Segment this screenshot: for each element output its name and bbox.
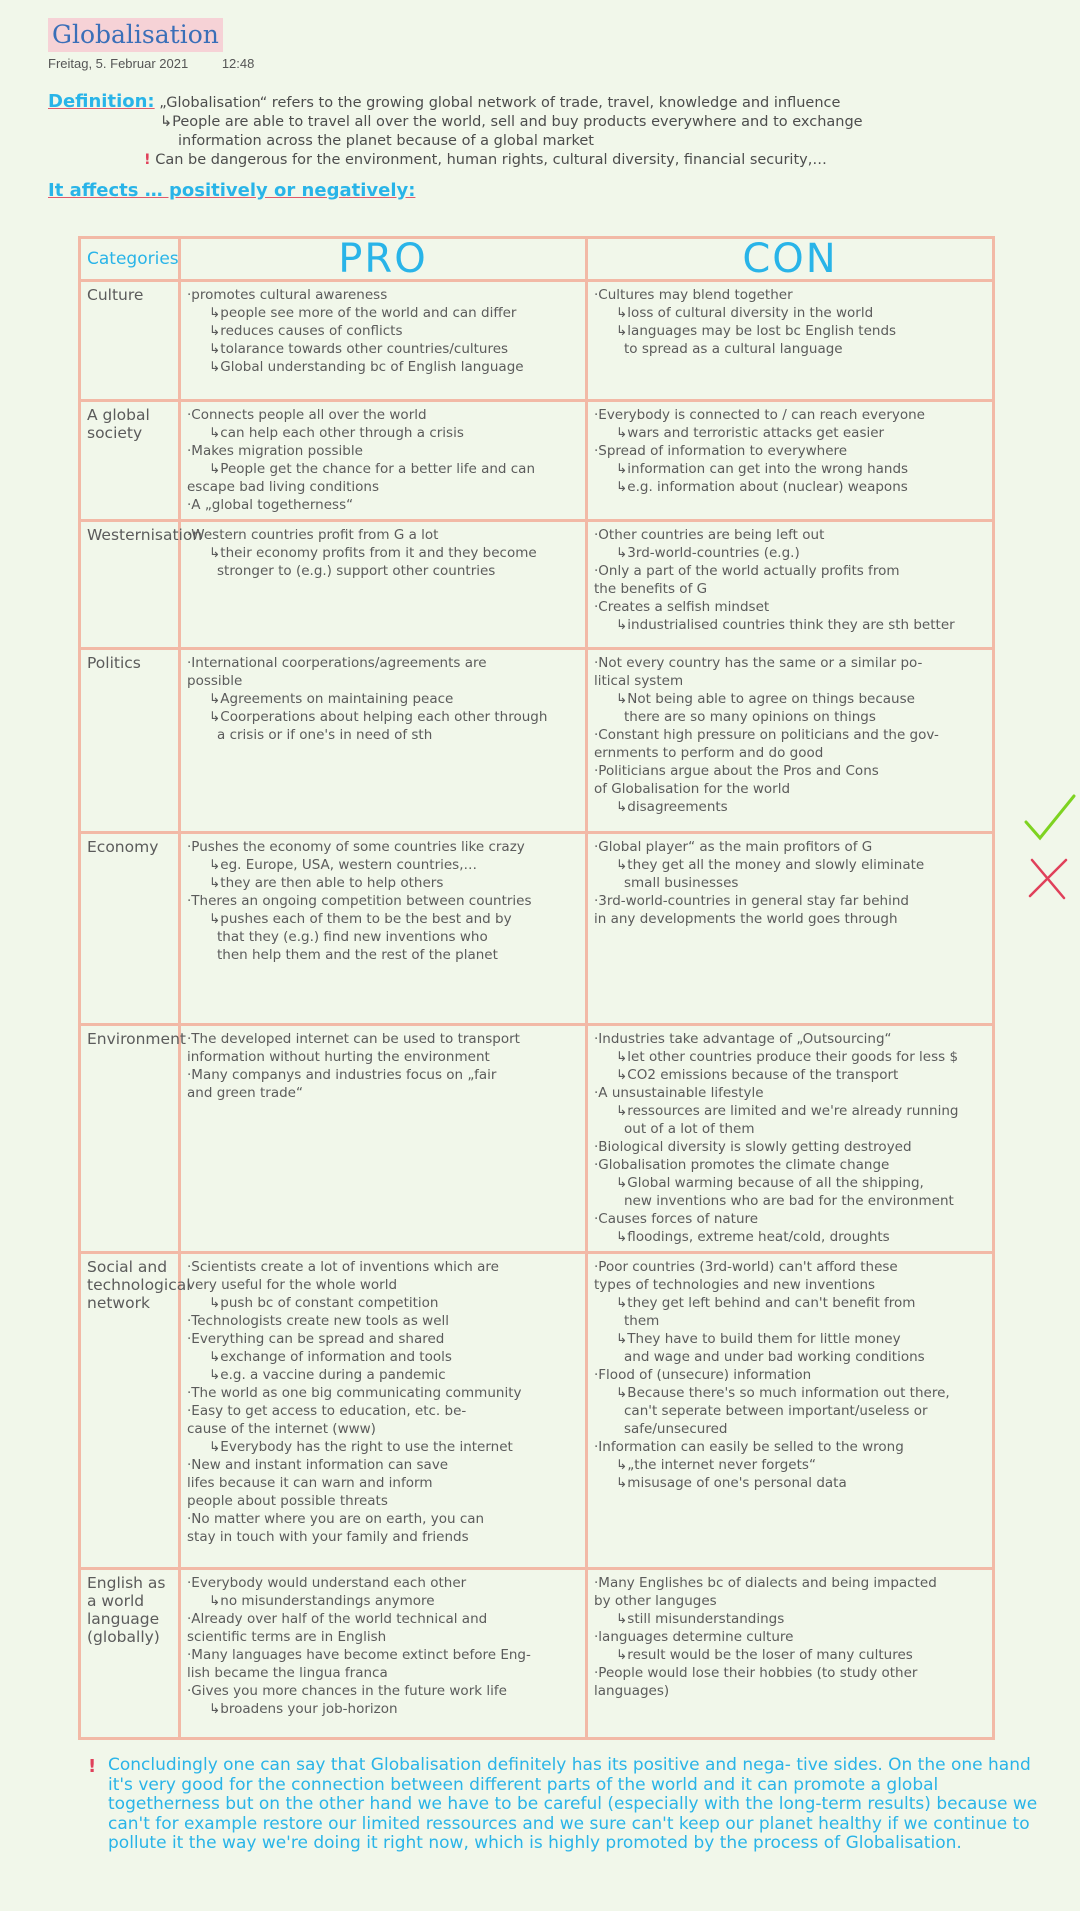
- con-item: ↳Global warming because of all the shipping,: [616, 1175, 924, 1191]
- pro-item: that they (e.g.) find new inventions who: [217, 929, 488, 945]
- con-item: ·Flood of (unsecure) information: [594, 1367, 812, 1383]
- pro-item: ·Connects people all over the world: [187, 407, 427, 423]
- con-item: ↳They have to build them for little money: [616, 1331, 901, 1347]
- pro-item: ↳Everybody has the right to use the internet: [209, 1439, 513, 1455]
- con-item: there are so many opinions on things: [624, 709, 876, 725]
- category-cell: English as a world language (globally): [80, 1569, 180, 1739]
- con-item: ·Only a part of the world actually profits from: [594, 563, 900, 579]
- con-item: ↳languages may be lost bc English tends: [616, 323, 897, 339]
- con-item: languages): [594, 1683, 670, 1699]
- con-item: ·Other countries are being left out: [594, 527, 825, 543]
- con-item: ·Many Englishes bc of dialects and being impacted: [594, 1575, 937, 1591]
- table-row: [80, 281, 994, 401]
- con-item: ↳wars and terroristic attacks get easier: [616, 425, 885, 441]
- date-label: Freitag, 5. Februar 2021: [48, 56, 189, 71]
- con-item: ·3rd-world-countries in general stay far behind: [594, 893, 909, 909]
- header-pro: PRO: [180, 238, 587, 281]
- pro-item: ↳e.g. a vaccine during a pandemic: [209, 1367, 446, 1383]
- pro-item: ↳eg. Europe, USA, western countries,…: [209, 857, 478, 873]
- table-row: [80, 1253, 994, 1569]
- pro-item: ·Easy to get access to education, etc. be-: [187, 1403, 467, 1419]
- pro-item: ↳reduces causes of conflicts: [209, 323, 403, 339]
- pro-item: ·Many languages have become extinct before Eng-: [187, 1647, 531, 1663]
- pro-item: ·Pushes the economy of some countries like crazy: [187, 839, 525, 855]
- con-item: ↳information can get into the wrong hands: [616, 461, 909, 477]
- con-item: ↳misusage of one's personal data: [616, 1475, 847, 1491]
- con-item: ↳e.g. information about (nuclear) weapons: [616, 479, 908, 495]
- con-cell: [587, 281, 994, 401]
- pro-item: ·The developed internet can be used to transport: [187, 1031, 520, 1047]
- con-item: ·Everybody is connected to / can reach everyone: [594, 407, 925, 423]
- con-item: ·Causes forces of nature: [594, 1211, 759, 1227]
- pro-item: stay in touch with your family and friends: [187, 1529, 469, 1545]
- con-item: ↳industrialised countries think they are sth better: [616, 617, 955, 633]
- category-cell: A global society: [80, 401, 180, 521]
- pro-item: ·Everybody would understand each other: [187, 1575, 467, 1591]
- warning-icon: !: [144, 152, 151, 168]
- pro-cell: [180, 521, 587, 649]
- con-item: ·Creates a selfish mindset: [594, 599, 770, 615]
- pro-item: possible: [187, 673, 243, 689]
- pro-item: ·Scientists create a lot of inventions which are: [187, 1259, 499, 1275]
- table-row: [80, 649, 994, 833]
- table-row: [80, 521, 994, 649]
- con-item: ↳loss of cultural diversity in the world: [616, 305, 874, 321]
- con-item: ·Information can easily be selled to the wrong: [594, 1439, 904, 1455]
- pro-item: ·promotes cultural awareness: [187, 287, 388, 303]
- table-body: [80, 281, 994, 1739]
- con-item: ·Not every country has the same or a similar po-: [594, 655, 923, 671]
- pro-item: ↳no misunderstandings anymore: [209, 1593, 435, 1609]
- pro-item: ·New and instant information can save: [187, 1457, 449, 1473]
- con-item: ↳Not being able to agree on things because: [616, 691, 915, 707]
- definition-block: [48, 92, 1048, 170]
- con-item: and wage and under bad working conditions: [624, 1349, 925, 1365]
- cross-icon: [1026, 856, 1070, 900]
- pro-cell: [180, 281, 587, 401]
- con-item: new inventions who are bad for the environment: [624, 1193, 954, 1209]
- con-item: ↳still misunderstandings: [616, 1611, 785, 1627]
- con-item: ↳„the internet never forgets“: [616, 1457, 816, 1473]
- pro-cell: [180, 401, 587, 521]
- pro-item: and green trade“: [187, 1085, 303, 1101]
- table-row: [80, 401, 994, 521]
- pro-cell: [180, 833, 587, 1025]
- time-label: 12:48: [221, 56, 255, 71]
- con-item: them: [624, 1313, 660, 1329]
- pro-item: ·Already over half of the world technical and: [187, 1611, 488, 1627]
- pro-item: ·Theres an ongoing competition between countries: [187, 893, 532, 909]
- pro-item: ↳their economy profits from it and they become: [209, 545, 537, 561]
- pro-item: lifes because it can warn and inform: [187, 1475, 433, 1491]
- con-item: ↳they get left behind and can't benefit from: [616, 1295, 916, 1311]
- pro-item: ↳pushes each of them to be the best and by: [209, 911, 512, 927]
- con-item: ·Industries take advantage of „Outsourcing“: [594, 1031, 892, 1047]
- category-cell: Westernisation: [80, 521, 180, 649]
- con-item: litical system: [594, 673, 684, 689]
- category-cell: Social and technological network: [80, 1253, 180, 1569]
- pro-item: ↳exchange of information and tools: [209, 1349, 452, 1365]
- pro-cell: [180, 1253, 587, 1569]
- con-cell: [587, 1569, 994, 1739]
- pro-item: ↳Agreements on maintaining peace: [209, 691, 454, 707]
- pro-item: ↳broadens your job-horizon: [209, 1701, 398, 1717]
- pro-item: ↳they are then able to help others: [209, 875, 444, 891]
- con-cell: [587, 521, 994, 649]
- con-item: ·Politicians argue about the Pros and Cons: [594, 763, 879, 779]
- con-item: safe/unsecured: [624, 1421, 728, 1437]
- con-item: ↳floodings, extreme heat/cold, droughts: [616, 1229, 890, 1245]
- pro-item: cause of the internet (www): [187, 1421, 376, 1437]
- con-cell: [587, 401, 994, 521]
- pro-item: escape bad living conditions: [187, 479, 380, 495]
- con-item: ·Cultures may blend together: [594, 287, 793, 303]
- pro-item: ·Technologists create new tools as well: [187, 1313, 449, 1329]
- pro-item: ·International coorperations/agreements are: [187, 655, 487, 671]
- pro-item: ↳Global understanding bc of English language: [209, 359, 524, 375]
- con-item: small businesses: [624, 875, 739, 891]
- definition-line-4: [48, 151, 1048, 170]
- con-item: ·Spread of information to everywhere: [594, 443, 848, 459]
- pro-item: people about possible threats: [187, 1493, 388, 1509]
- category-cell: Environment: [80, 1025, 180, 1253]
- pro-item: ·No matter where you are on earth, you can: [187, 1511, 485, 1527]
- con-item: ·Poor countries (3rd-world) can't afford these: [594, 1259, 898, 1275]
- con-cell: [587, 1253, 994, 1569]
- con-item: ↳they get all the money and slowly eliminate: [616, 857, 925, 873]
- con-cell: [587, 649, 994, 833]
- pro-item: ·Western countries profit from G a lot: [187, 527, 439, 543]
- con-item: in any developments the world goes through: [594, 911, 898, 927]
- datetime: [48, 56, 254, 71]
- con-item: ·People would lose their hobbies (to study other: [594, 1665, 918, 1681]
- conclusion-text: Concludingly one can say that Globalisation definitely has its positive and nega- tive sides. On the one hand it's very good for the connection between different parts of the world and it can promote a global togetherness but on the other hand we have to be careful (especially with the long-term results) because we can't for example restore our limited ressources and we sure can't keep our planet healthy if we continue to pollute it the way we're doing it right now, which is highly promoted by the process of Globalisation.: [108, 1755, 1038, 1853]
- pro-item: scientific terms are in English: [187, 1629, 387, 1645]
- definition-label: Definition:: [48, 91, 155, 112]
- pro-item: ·Many companys and industries focus on „fair: [187, 1067, 497, 1083]
- category-cell: Culture: [80, 281, 180, 401]
- table-header-row: [80, 238, 994, 281]
- con-item: ·Biological diversity is slowly getting destroyed: [594, 1139, 912, 1155]
- con-item: ↳result would be the loser of many cultures: [616, 1647, 913, 1663]
- table-row: [80, 1569, 994, 1739]
- header-con: CON: [587, 238, 994, 281]
- affects-heading: It affects … positively or negatively:: [48, 180, 416, 201]
- pro-item: ·Everything can be spread and shared: [187, 1331, 445, 1347]
- con-item: ↳ressources are limited and we're already running: [616, 1103, 959, 1119]
- con-item: ernments to perform and do good: [594, 745, 824, 761]
- con-item: the benefits of G: [594, 581, 708, 597]
- pro-cell: [180, 1025, 587, 1253]
- con-item: by other languges: [594, 1593, 717, 1609]
- definition-line-2: ↳People are able to travel all over the world, sell and buy products everywhere and to exchange: [160, 114, 863, 130]
- definition-line-1: [48, 92, 1048, 113]
- pro-item: ↳People get the chance for a better life and can: [209, 461, 536, 477]
- definition-warning-text: Can be dangerous for the environment, human rights, cultural diversity, financial security,…: [155, 152, 827, 168]
- con-cell: [587, 1025, 994, 1253]
- con-item: ·Global player“ as the main profitors of G: [594, 839, 873, 855]
- category-cell: Politics: [80, 649, 180, 833]
- pro-item: very useful for the whole world: [187, 1277, 398, 1293]
- page-title: Globalisation: [48, 18, 223, 52]
- pro-item: ·The world as one big communicating community: [187, 1385, 522, 1401]
- header-categories: Categories: [80, 238, 180, 281]
- con-item: ↳let other countries produce their goods for less $: [616, 1049, 959, 1065]
- pro-item: stronger to (e.g.) support other countries: [217, 563, 496, 579]
- con-item: ↳Because there's so much information out there,: [616, 1385, 950, 1401]
- pro-con-table: [78, 236, 995, 1740]
- con-item: can't seperate between important/useless or: [624, 1403, 928, 1419]
- con-item: ·A unsustainable lifestyle: [594, 1085, 764, 1101]
- con-cell: [587, 833, 994, 1025]
- check-icon: [1022, 792, 1078, 848]
- pro-item: ↳Coorperations about helping each other through: [209, 709, 548, 725]
- table-row: [80, 1025, 994, 1253]
- pro-item: then help them and the rest of the planet: [217, 947, 498, 963]
- pro-item: ↳can help each other through a crisis: [209, 425, 464, 441]
- pro-item: ·Gives you more chances in the future work life: [187, 1683, 507, 1699]
- con-item: to spread as a cultural language: [624, 341, 843, 357]
- table-row: [80, 833, 994, 1025]
- con-item: of Globalisation for the world: [594, 781, 791, 797]
- definition-text-1: „Globalisation“ refers to the growing global network of trade, travel, knowledge and influence: [159, 95, 841, 111]
- conclusion-warning-icon: !: [88, 1756, 97, 1777]
- pro-cell: [180, 1569, 587, 1739]
- pro-cell: [180, 649, 587, 833]
- con-item: ·Globalisation promotes the climate change: [594, 1157, 890, 1173]
- pro-item: information without hurting the environment: [187, 1049, 490, 1065]
- pro-item: ·Makes migration possible: [187, 443, 363, 459]
- pro-item: ↳push bc of constant competition: [209, 1295, 439, 1311]
- con-item: ·Constant high pressure on politicians and the gov-: [594, 727, 939, 743]
- con-item: out of a lot of them: [624, 1121, 755, 1137]
- con-item: types of technologies and new inventions: [594, 1277, 876, 1293]
- pro-item: ↳tolarance towards other countries/cultures: [209, 341, 509, 357]
- pro-item: ·A „global togetherness“: [187, 497, 354, 513]
- con-item: ↳disagreements: [616, 799, 728, 815]
- category-cell: Economy: [80, 833, 180, 1025]
- pro-item: a crisis or if one's in need of sth: [217, 727, 433, 743]
- pro-item: lish became the lingua franca: [187, 1665, 388, 1681]
- con-item: ↳CO2 emissions because of the transport: [616, 1067, 899, 1083]
- con-item: ↳3rd-world-countries (e.g.): [616, 545, 800, 561]
- definition-line-3: information across the planet because of a global market: [178, 133, 594, 149]
- con-item: ·languages determine culture: [594, 1629, 794, 1645]
- pro-item: ↳people see more of the world and can differ: [209, 305, 517, 321]
